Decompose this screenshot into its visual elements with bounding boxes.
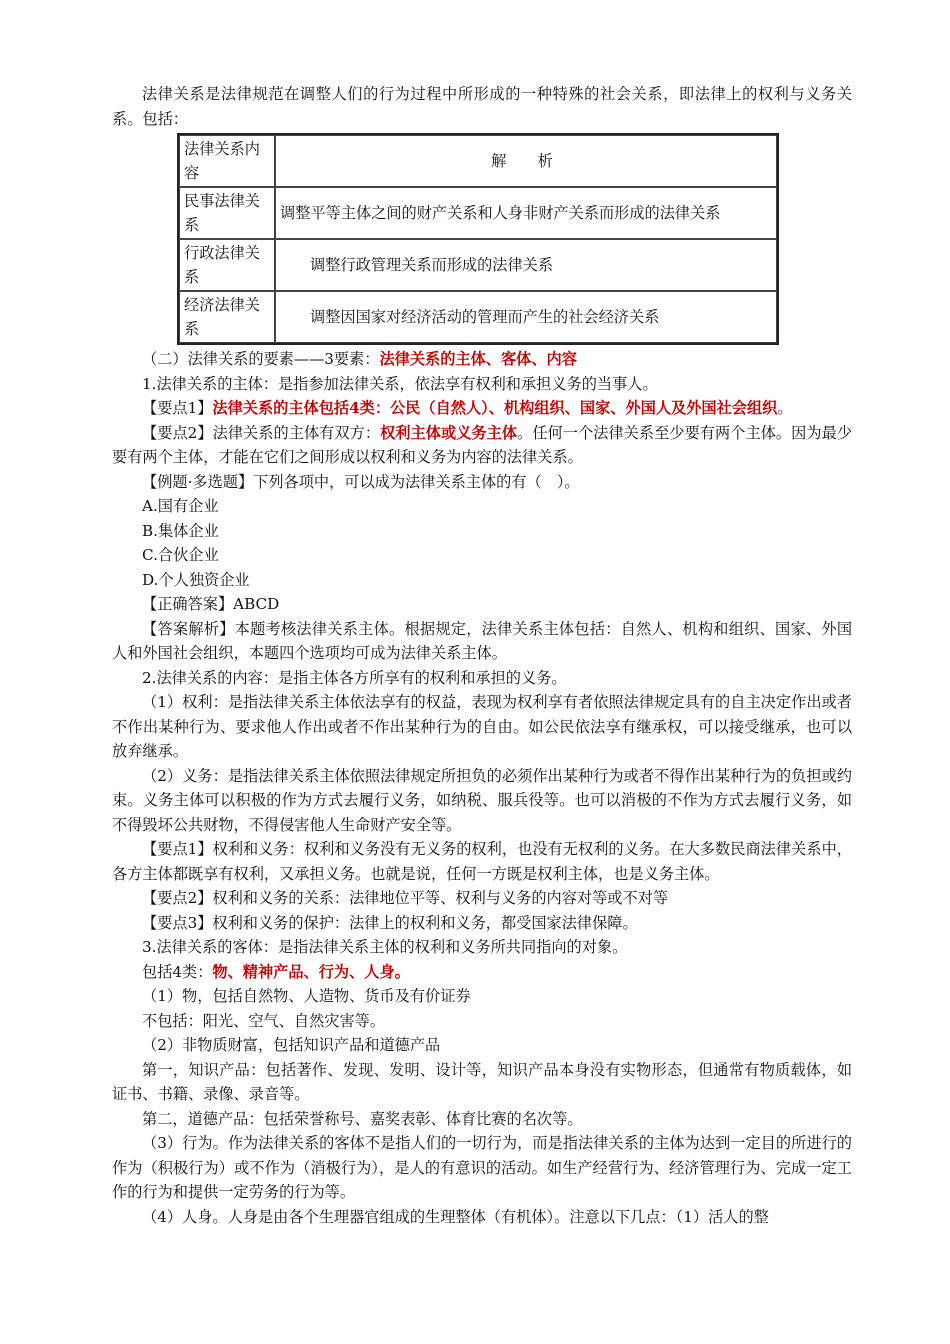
object-definition: 3.法律关系的客体：是指法律关系主体的权利和义务所共同指向的对象。 bbox=[142, 938, 628, 956]
heading-highlight: 法律关系的主体、客体、内容 bbox=[379, 350, 577, 368]
key-point-highlight: 权利主体或义务主体 bbox=[380, 423, 518, 442]
table-cell: 调整行政管理关系而形成的法律关系 bbox=[275, 239, 777, 291]
table-row bbox=[179, 187, 777, 239]
rights-key-point-2: 【要点2】权利和义务的关系：法律地位平等、权利与义务的内容对等或不对等 bbox=[142, 889, 669, 907]
obligations-paragraph: （2）义务：是指法律关系主体依照法律规定所担负的必须作出某种行为或者不得作出某种行为的负担或约束。义务主体可以积极的作为方式去履行义务，如纳税、服兵役等。也可以消极的不作为方式去履行义务，如不得毁坏公共财物，不得侵害他人生命财产安全等。 bbox=[112, 766, 852, 834]
content-definition: 2.法律关系的内容：是指主体各方所享有的权利和承担的义务。 bbox=[142, 668, 567, 687]
table-cell: 民事法律关系 bbox=[179, 187, 275, 239]
example-question: 【例题·多选题】下列各项中，可以成为法律关系主体的有（ ）。 bbox=[142, 472, 580, 491]
object-item-1-exclusions: 不包括：阳光、空气、自然灾害等。 bbox=[142, 1011, 385, 1030]
table-cell: 调整平等主体之间的财产关系和人身非财产关系而形成的法律关系 bbox=[275, 187, 777, 239]
table-cell: 经济法律关系 bbox=[179, 291, 275, 343]
key-point-2 bbox=[112, 421, 852, 470]
document-page bbox=[112, 82, 852, 1229]
object-item-1: （1）物，包括自然物、人造物、货币及有价证券 bbox=[142, 987, 471, 1005]
option-c: C.合伙企业 bbox=[142, 546, 219, 564]
correct-answer: 【正确答案】ABCD bbox=[142, 595, 280, 613]
option-b: B.集体企业 bbox=[142, 521, 219, 540]
key-point-highlight: 法律关系的主体包括4类：公民（自然人）、机构组织、国家、外国人及外国社会组织 bbox=[212, 399, 778, 417]
moral-products: 第二，道德产品：包括荣誉称号、嘉奖表彰、体育比赛的名次等。 bbox=[142, 1109, 583, 1128]
knowledge-products: 第一，知识产品：包括著作、发现、发明、设计等，知识产品本身没有实物形态，但通常有物质载体，如证书、书籍、录像、录音等。 bbox=[112, 1060, 852, 1103]
key-point-tail: 。任何一个法律关系至少要有两个主体。因为最少要有两个主体，才能在它们之间形成以权利和义务为内容的法律关系。 bbox=[112, 423, 853, 466]
table-cell: 调整因国家对经济活动的管理而产生的社会经济关系 bbox=[275, 291, 777, 343]
option-d: D.个人独资企业 bbox=[142, 570, 250, 589]
categories-highlight: 物、精神产品、行为、人身。 bbox=[212, 962, 410, 981]
table-cell: 法律关系内容 bbox=[179, 135, 275, 187]
key-point-tail: 。 bbox=[777, 399, 793, 417]
option-a: A.国有企业 bbox=[142, 497, 219, 515]
subject-definition: 1.法律关系的主体：是指参加法律关系，依法享有权利和承担义务的当事人。 bbox=[142, 374, 658, 393]
table-row bbox=[179, 291, 777, 343]
key-point-label: 【要点1】 bbox=[142, 399, 213, 417]
intro-paragraph: 法律关系是法律规范在调整人们的行为过程中所形成的一种特殊的社会关系，即法律上的权利与义务关系。包括： bbox=[112, 85, 852, 128]
heading-text: （二）法律关系的要素——3要素： bbox=[142, 350, 380, 368]
answer-explanation: 【答案解析】本题考核法律关系主体。根据规定，法律关系主体包括：自然人、机构和组织、国家、外国人和外国社会组织，本题四个选项均可成为法律关系主体。 bbox=[112, 619, 852, 662]
table-cell: 行政法律关系 bbox=[179, 239, 275, 291]
table-cell: 解 析 bbox=[275, 135, 777, 187]
object-categories bbox=[112, 960, 852, 985]
categories-label: 包括4类： bbox=[142, 962, 213, 981]
rights-paragraph: （1）权利：是指法律关系主体依法享有的权益，表现为权利享有者依照法律规定具有的自主决定作出或者不作出某种行为、要求他人作出或者不作出某种行为的自由。如公民依法享有继承权，可以接受继承，也可以放弃继承。 bbox=[112, 693, 852, 760]
table-header-row bbox=[179, 135, 777, 187]
key-point-1 bbox=[112, 396, 852, 421]
object-item-4: （4）人身。人身是由各个生理器官组成的生理整体（有机体）。注意以下几点：（1）活人的整 bbox=[142, 1207, 769, 1226]
section-heading bbox=[112, 347, 852, 372]
rights-key-point-1: 【要点1】权利和义务：权利和义务没有无义务的权利，也没有无权利的义务。在大多数民商法律关系中，各方主体都既享有权利，又承担义务。也就是说，任何一方既是权利主体，也是义务主体。 bbox=[112, 840, 852, 883]
key-point-label: 【要点2】法律关系的主体有双方： bbox=[142, 423, 381, 442]
rights-key-point-3: 【要点3】权利和义务的保护：法律上的权利和义务，都受国家法律保障。 bbox=[142, 913, 638, 932]
table-row bbox=[179, 239, 777, 291]
object-item-2: （2）非物质财富，包括知识产品和道德产品 bbox=[142, 1036, 441, 1054]
legal-relations-table bbox=[177, 133, 779, 345]
object-item-3: （3）行为。作为法律关系的客体不是指人们的一切行为，而是指法律关系的主体为达到一定目的所进行的作为（积极行为）或不作为（消极行为），是人的有意识的活动。如生产经营行为、经济管理行为、完成一定工作的行为和提供一定劳务的行为等。 bbox=[112, 1134, 852, 1201]
